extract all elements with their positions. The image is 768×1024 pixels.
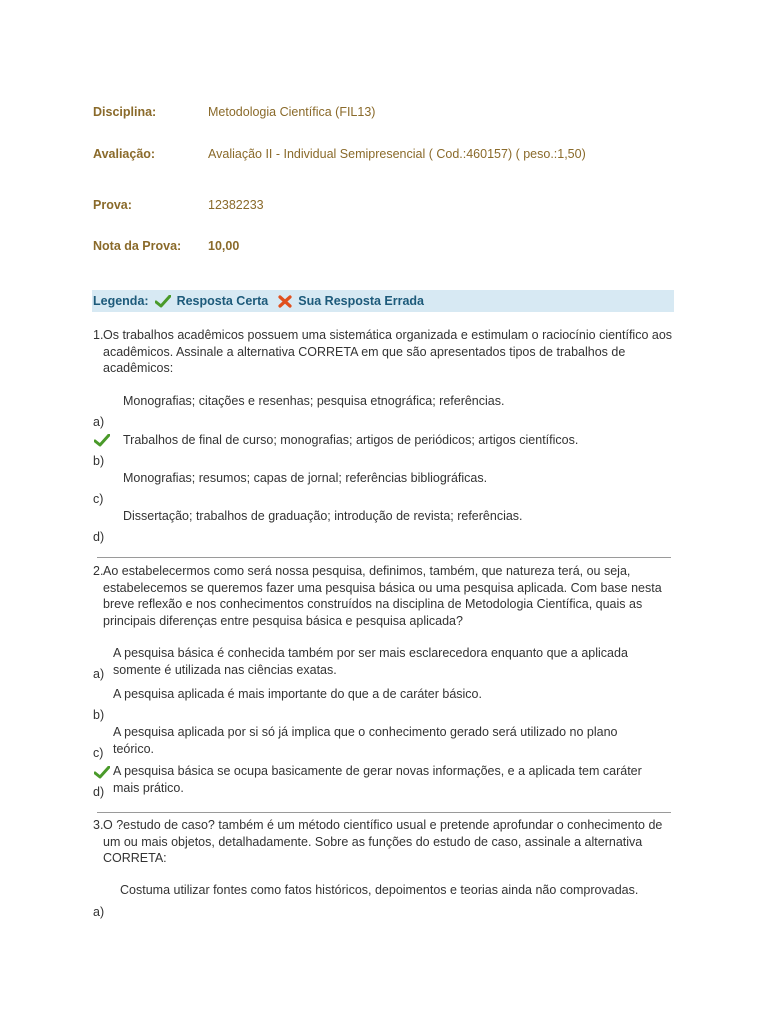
- option-letter: c): [93, 746, 104, 760]
- option-2b[interactable]: [113, 686, 653, 703]
- option-letter: d): [93, 530, 105, 544]
- option-2d[interactable]: [113, 763, 653, 796]
- question-1: [93, 327, 678, 377]
- checkmark-icon: [155, 295, 171, 308]
- option-text: A pesquisa básica é conhecida também por ser mais esclarecedora enquanto que a aplicada somente é utilizada nas ciências exatas.: [113, 646, 628, 677]
- option-1a[interactable]: [123, 393, 504, 410]
- question-number: 2.: [93, 564, 104, 578]
- legend-wrong-label: Sua Resposta Errada: [298, 294, 425, 308]
- divider: [97, 812, 671, 813]
- prova-label: Prova:: [93, 198, 132, 212]
- disciplina-value: Metodologia Científica (FIL13): [208, 105, 376, 119]
- question-text: Ao estabelecermos como será nossa pesquisa, definimos, também, que natureza terá, ou seja, estabelecemos se queremos fazer uma pesquisa básica ou uma pesquisa aplicada. Com base nesta breve reflexão e nos conhecimentos construídos na disciplina de Metodologia Científica, quais as principais diferenças entre pesquisa básica e pesquisa aplicada?: [103, 564, 662, 628]
- option-1c[interactable]: [123, 470, 487, 487]
- option-letter: d): [93, 785, 105, 799]
- question-text: O ?estudo de caso? também é um método científico usual e pretende aprofundar o conhecimento de um ou mais objetos, detalhadamente. Sobre as funções do estudo de caso, assinale a alternativa CORRETA:: [103, 818, 663, 865]
- avaliacao-label: Avaliação:: [93, 147, 156, 161]
- correct-checkmark-icon: [94, 434, 110, 452]
- option-letter: c): [93, 492, 104, 506]
- nota-value: 10,00: [208, 239, 240, 253]
- option-text: A pesquisa aplicada é mais importante do que a de caráter básico.: [113, 687, 482, 701]
- option-text: Monografias; resumos; capas de jornal; referências bibliográficas.: [123, 471, 488, 485]
- divider: [97, 557, 671, 558]
- option-2a[interactable]: [113, 645, 653, 678]
- legend-bar: [92, 290, 674, 312]
- avaliacao-value: Avaliação II - Individual Semipresencial ( Cod.:460157) ( peso.:1,50): [208, 147, 586, 161]
- correct-checkmark-icon: [94, 766, 110, 784]
- question-number: 3.: [93, 818, 104, 832]
- option-letter: b): [93, 708, 105, 722]
- option-text: Costuma utilizar fontes como fatos históricos, depoimentos e teorias ainda não comprovadas.: [120, 883, 639, 897]
- option-text: Monografias; citações e resenhas; pesquisa etnográfica; referências.: [123, 394, 505, 408]
- question-2: [93, 563, 678, 629]
- question-number: 1.: [93, 328, 104, 342]
- legend-label: Legenda:: [93, 294, 149, 308]
- prova-value: 12382233: [208, 198, 264, 212]
- option-2c[interactable]: [113, 724, 653, 757]
- option-text: A pesquisa aplicada por si só já implica que o conhecimento gerado será utilizado no plano teórico.: [113, 725, 618, 756]
- legend-correct-label: Resposta Certa: [176, 294, 269, 308]
- cross-icon: [278, 295, 292, 308]
- option-text: A pesquisa básica se ocupa basicamente de gerar novas informações, e a aplicada tem caráter mais prático.: [113, 764, 642, 795]
- option-letter: b): [93, 454, 105, 468]
- option-letter: a): [93, 415, 105, 429]
- disciplina-label: Disciplina:: [93, 105, 157, 119]
- question-3: [93, 817, 678, 867]
- nota-label: Nota da Prova:: [93, 239, 182, 253]
- option-text: Trabalhos de final de curso; monografias; artigos de periódicos; artigos científicos.: [123, 433, 579, 447]
- option-letter: a): [93, 667, 105, 681]
- option-1d[interactable]: [123, 508, 523, 525]
- question-text: Os trabalhos acadêmicos possuem uma sistemática organizada e estimulam o raciocínio científico aos acadêmicos. Assinale a alternativa CORRETA em que são apresentados tipos de trabalhos de acadêmicos:: [103, 328, 673, 375]
- option-text: Dissertação; trabalhos de graduação; introdução de revista; referências.: [123, 509, 523, 523]
- option-letter: a): [93, 905, 105, 919]
- option-3a[interactable]: [120, 882, 638, 899]
- option-1b[interactable]: [123, 432, 578, 449]
